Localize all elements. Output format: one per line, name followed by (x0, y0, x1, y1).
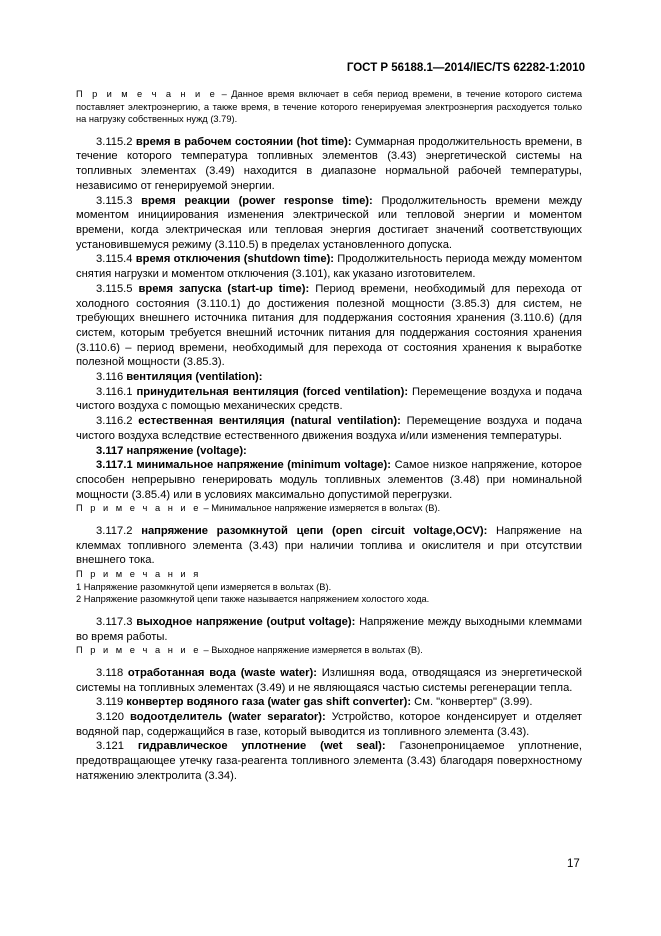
clause-text: Самое низкое напряжение, которое способен непрерывно генерировать модуль топливных элементов (3.48) при номинальной мощности (3.85.4) или в условиях максимально допустимой перегрузки. (76, 459, 582, 501)
clause-3-117-3 (76, 615, 582, 644)
note-text: – Данное время включает в себя период времени, в течение которого система поставляет электроэнергию, а также время, в течение которого генерируемая электроэнергия расходуется только на нагрузку собственных нужд (3.79). (76, 89, 582, 125)
clause-term: время отключения (shutdown time): (135, 253, 335, 266)
note (76, 644, 582, 657)
clause-number: 3.118 (96, 666, 128, 679)
clause-text: Напряжение на клеммах топливного элемента (3.43) при наличии топлива и окислителя и при отсутствии внешнего тока. (76, 524, 582, 567)
clause-term: напряжение разомкнутой цепи (open circuit voltage,OCV): (141, 524, 488, 537)
clause-term: время запуска (start-up time): (138, 282, 310, 295)
clause-number: 3.117 (96, 444, 127, 457)
clause-number: 3.116.1 (96, 385, 137, 398)
clause-number: 3.117.1 (96, 459, 137, 472)
note-label: П р и м е ч а н и е (76, 89, 218, 99)
clause-text: Продолжительность времени между моментом инициирования изменения электрической или тепловой энергии и моментом времени, когда электрическая или тепловая энергия достигает значений соответствующих установившемуся режиму (3.110.5) в пределах установленного допуска. (76, 194, 582, 251)
clause-3-115-3 (76, 194, 582, 253)
clause-3-117 (76, 444, 582, 459)
clause-text: См. "конвертер" (3.99). (411, 696, 533, 709)
clause-text: Перемещение воздуха и подача чистого воздуха с помощью механических средств. (76, 385, 582, 413)
clause-3-121 (76, 739, 582, 783)
clause-term: напряжение (voltage): (126, 444, 247, 457)
clause-term: принудительная вентиляция (forced ventilation): (136, 385, 409, 398)
clause-text: Излишняя вода, отводящаяся из энергетической системы на топливных элементах (3.49) и не являющаяся частью системы регенерации тепла. (76, 666, 582, 694)
clause-3-117-1 (76, 458, 582, 502)
clause-text: Газонепроницаемое уплотнение, предотвращающее утечку газа-реагента топливного элемента (3.43) благодаря поверхностному натяжению электролита (3.34). (76, 740, 582, 782)
note (76, 88, 582, 126)
clause-3-117-2 (76, 524, 582, 568)
clause-term: вентиляция (ventilation): (126, 371, 263, 384)
clause-3-115-5 (76, 282, 582, 370)
clause-3-120 (76, 710, 582, 739)
clause-number: 3.117.2 (96, 524, 142, 537)
clause-number: 3.116 (96, 371, 127, 384)
clause-number: 3.117.3 (96, 615, 137, 628)
clause-term: естественная вентиляция (natural ventilation): (138, 415, 401, 428)
clause-number: 3.119 (96, 696, 127, 709)
clause-term: минимальное напряжение (minimum voltage): (136, 459, 391, 472)
clause-number: 3.121 (96, 740, 138, 753)
clause-number: 3.115.4 (96, 253, 136, 266)
clause-term: время в рабочем состоянии (hot time): (135, 135, 352, 148)
clause-number: 3.115.2 (96, 135, 136, 148)
clause-3-119 (76, 695, 582, 710)
clause-term: отработанная вода (waste water): (127, 666, 317, 679)
clause-number: 3.115.3 (96, 194, 142, 207)
clause-3-116 (76, 370, 582, 385)
clause-term: выходное напряжение (output voltage): (136, 615, 356, 628)
page-content (76, 88, 582, 783)
clause-term: водоотделитель (water separator): (130, 710, 326, 723)
clause-term: время реакции (power response time): (141, 194, 373, 207)
clause-text: Продолжительность периода между моментом снятия нагрузки и моментом отключения (3.101), как указано изготовителем. (76, 253, 583, 281)
clause-term: гидравлическое уплотнение (wet seal): (137, 740, 386, 753)
clause-3-115-2 (76, 135, 582, 194)
note-item-2: 2 Напряжение разомкнутой цепи также называется напряжением холостого хода. (76, 594, 430, 605)
page-number: 17 (567, 858, 580, 870)
clause-text: Напряжение между выходными клеммами во время работы. (76, 615, 582, 643)
clause-3-118 (76, 666, 582, 695)
note-text: – Выходное напряжение измеряется в вольтах (В). (200, 645, 423, 656)
clause-number: 3.120 (96, 710, 131, 723)
clause-text: Период времени, необходимый для перехода от холодного состояния (3.110.1) до достижения полезной мощности (3.85.3) для систем, не требующих внешнего источника питания для поддержания состояния хранения (3.110.6) (для систем, которым требуется внешний источник питания для поддержания состояния хранения (3.110.6) – период времени, необходимый для перехода от состояния хранения к выработке полезной мощности (3.85.3). (76, 282, 582, 369)
clause-number: 3.116.2 (96, 415, 139, 428)
clause-3-116-1 (76, 385, 582, 414)
clause-3-116-2 (76, 414, 582, 443)
document-header: ГОСТ Р 56188.1—2014/IEC/TS 62282-1:2010 (346, 62, 585, 74)
notes-label: П р и м е ч а н и я (76, 569, 201, 580)
clause-3-115-4 (76, 252, 582, 281)
note-text: – Минимальное напряжение измеряется в вольтах (В). (200, 503, 441, 514)
note-label: П р и м е ч а н и е (76, 645, 201, 656)
note-label: П р и м е ч а н и е (76, 503, 201, 514)
clause-term: конвертер водяного газа (water gas shift converter): (126, 696, 412, 709)
clause-number: 3.115.5 (96, 282, 139, 295)
clause-text: Устройство, которое конденсирует и отделяет водяной пар, содержащийся в газе, который выводится из топливного элемента (3.43). (76, 710, 583, 738)
clause-text: Перемещение воздуха и подача чистого воздуха вследствие естественного движения воздуха и/или изменения температуры. (76, 415, 583, 442)
note (76, 502, 582, 515)
clause-text: Суммарная продолжительность времени, в течение которого температура топливных элементов (3.43) энергетической системы на топливных элементах (3.49) находится в диапазоне нормальной рабочей температуры, независимо от генерируемой энергии. (76, 135, 583, 192)
note-item-1: 1 Напряжение разомкнутой цепи измеряется в вольтах (В). (76, 581, 332, 592)
